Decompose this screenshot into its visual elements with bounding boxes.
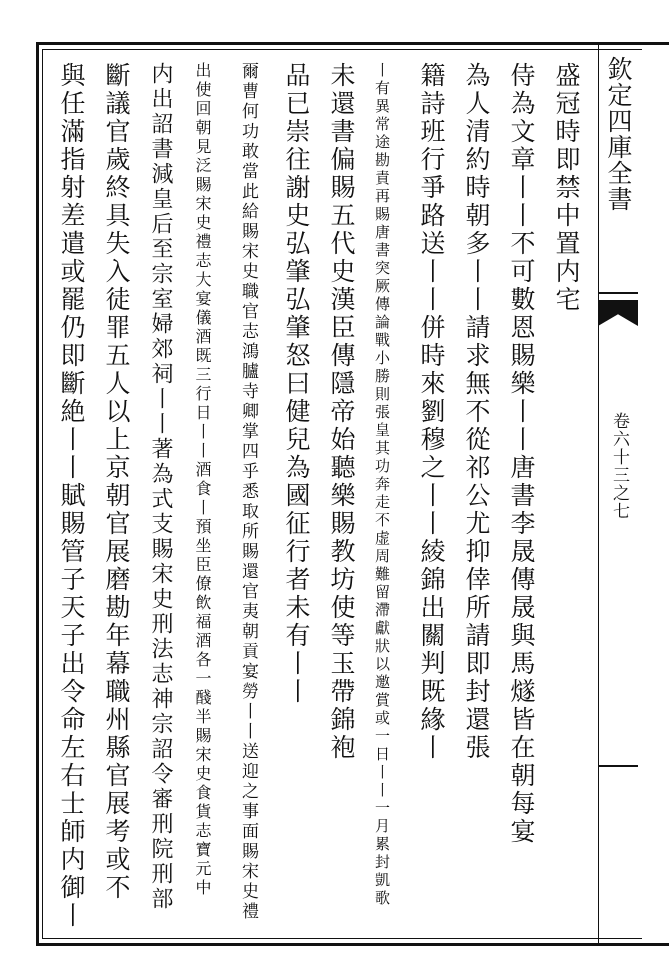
- text-segment: 乎悉取所賜還官夷朝貢宴勞丨丨送迎之事面賜宋史禮: [238, 462, 258, 922]
- text-column-4: [419, 62, 444, 762]
- text-segment: 盛冠時即禁中置内宅: [552, 62, 581, 314]
- text-column-10: [149, 62, 171, 912]
- text-segment: 與任滿指射差遣或罷仍即斷絶丨丨賦賜管子天子出令命: [57, 62, 86, 734]
- text-column-5: [374, 62, 389, 908]
- text-segment: 侍為文章丨丨不可數恩賜樂丨丨唐書李晟傳晟與馬燧皆在朝每宴: [507, 62, 536, 846]
- text-segment: 籍詩班行爭路送丨丨併時來劉穆之丨丨綾錦出關判既緣丨: [417, 62, 446, 762]
- fishtail-rule: [598, 292, 638, 298]
- volume-label: 卷六十三之七: [609, 412, 629, 520]
- text-segment: 品已崇往謝史弘肇弘肇怒曰健兒為國征行者未有丨丨: [282, 62, 311, 706]
- text-column-9: [194, 62, 210, 898]
- text-segment: 出使回朝見泛賜宋史禮志大宴儀酒既三行: [193, 62, 212, 404]
- text-segment: 室婦郊祠丨丨著為式支賜宋史刑法志神宗詔令審刑院刑部: [148, 287, 173, 912]
- text-segment: 為人清約時朝多丨丨請求無不從祁公尤抑倖所請即封還張: [462, 62, 491, 762]
- book-title: 欽定四庫全書: [604, 56, 633, 212]
- text-column-6: [329, 62, 354, 762]
- text-column-11: [104, 62, 129, 902]
- text-column-1: [554, 62, 579, 314]
- text-segment: 未還書偏賜五代史漢臣傳隱帝始聽樂賜教坊使等玉帶錦袍: [327, 62, 356, 762]
- text-segment: 丨有異常途勘責再賜唐書突厥傳論戰小勝則張皇其功奔走: [373, 62, 391, 512]
- text-segment: 京朝官展磨勘年幕職州縣官展考或不: [102, 454, 131, 902]
- text-column-3: [464, 62, 489, 762]
- text-column-7: [284, 62, 309, 706]
- text-segment: 不虚周難留滯獻狀以邀賞或一日丨丨一月累封凱歌: [373, 512, 391, 908]
- text-segment: 内出詔書減皇后至宗: [148, 62, 173, 287]
- text-column-2: [509, 62, 534, 846]
- text-segment: 日丨丨酒食丨預坐臣僚飲福酒各一醆半賜宋史食貨志寶元中: [193, 404, 212, 898]
- text-column-8: [239, 62, 256, 922]
- gutter-rule: [598, 765, 638, 767]
- text-segment: 左右士師内御丨: [57, 734, 86, 930]
- text-segment: 斷議官歲終具失入徒罪五人以上: [102, 62, 131, 454]
- text-column-12: [59, 62, 84, 930]
- text-segment: 爾曹何功敢當此給賜宋史職官志鴻臚寺卿掌四: [238, 62, 258, 462]
